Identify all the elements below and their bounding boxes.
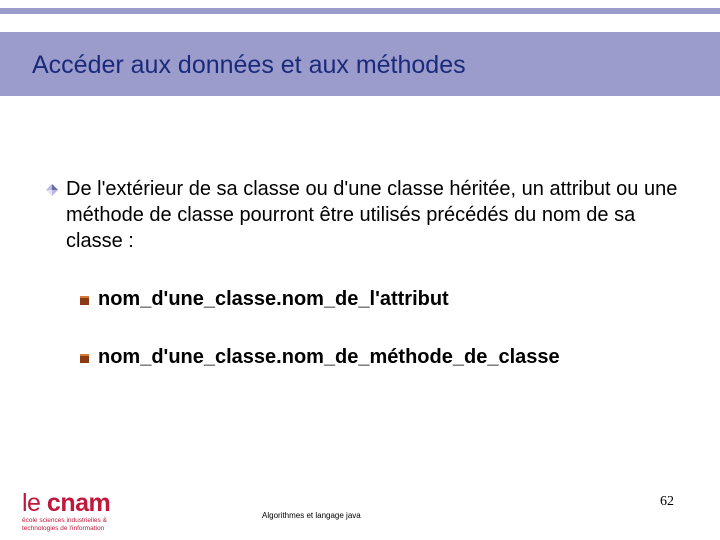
sub-item-text: nom_d'une_classe.nom_de_méthode_de_classe — [98, 346, 560, 368]
logo-cnam: cnam — [46, 489, 111, 517]
bullet-text: De l'extérieur de sa classe ou d'une classe héritée, un attribut ou une méthode de classe pourront être utilisés précédés du nom de sa classe : — [66, 178, 678, 252]
square-bullet-icon — [80, 354, 89, 363]
footer-course: Algorithmes et langage java — [262, 511, 361, 520]
sub-item-text: nom_d'une_classe.nom_de_l'attribut — [98, 288, 449, 310]
slide-title: Accéder aux données et aux méthodes — [32, 51, 466, 79]
top-gap — [0, 14, 720, 32]
diamond-icon — [46, 184, 58, 196]
page-number: 62 — [660, 494, 674, 509]
logo-wordmark — [22, 490, 110, 516]
logo-le: le — [22, 489, 41, 517]
cnam-logo — [22, 490, 142, 536]
square-bullet-icon — [80, 296, 89, 305]
logo-subtitle: école sciences industrielles & technologies de l'information — [22, 517, 107, 532]
